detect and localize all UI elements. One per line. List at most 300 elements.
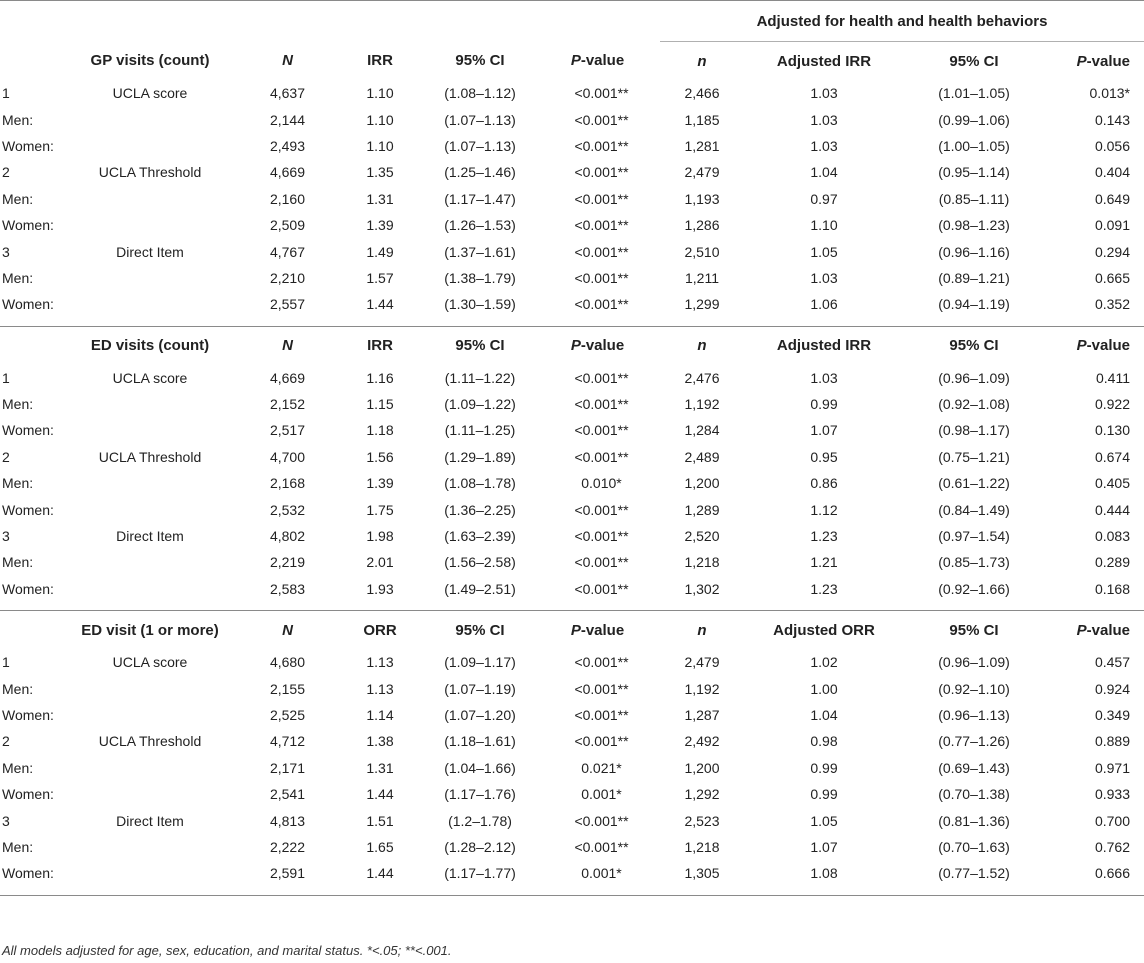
cell-n: 1,292 <box>684 786 720 803</box>
cell-adj-ci: (0.70–1.63) <box>938 838 1010 855</box>
header-ci: 95% CI <box>425 611 535 650</box>
cell-adj-p-value: 0.405 <box>1094 475 1130 492</box>
subgroup-label: Women: <box>2 296 54 313</box>
row-label <box>0 159 60 185</box>
section-header-row <box>0 42 1144 81</box>
model-name: UCLA Threshold <box>98 164 202 181</box>
table-body <box>0 1 1144 896</box>
cell-adj-ci: (0.85–1.11) <box>938 190 1010 207</box>
cell-adj-ratio: 1.10 <box>810 217 838 234</box>
cell-n: 1,218 <box>684 554 720 571</box>
cell-adj-p-value: 0.091 <box>1094 217 1130 234</box>
spacer-cell <box>0 887 60 896</box>
spacer-cell <box>240 318 335 327</box>
model-name: UCLA score <box>112 654 188 671</box>
model-name <box>60 549 240 575</box>
section-spacer <box>0 602 1144 611</box>
cell-ci: (1.26–1.53) <box>444 217 516 234</box>
cell-n: 1,192 <box>684 396 720 413</box>
header-p-value-suffix: -value <box>580 337 625 355</box>
spacer-cell <box>0 602 60 611</box>
header-adj-ratio: Adjusted IRR <box>776 52 872 70</box>
subgroup-label: Women: <box>2 865 54 882</box>
subgroup-label: Men: <box>2 680 34 697</box>
cell-adj-p-value: 0.294 <box>1094 243 1130 260</box>
cell-N: 2,525 <box>269 707 306 723</box>
cell-N: 2,509 <box>269 217 306 234</box>
spacer-cell <box>904 602 1044 611</box>
subgroup-label: Men: <box>2 838 34 855</box>
cell-adj-p-value: 0.411 <box>1096 369 1130 386</box>
cell-adj-p-value: 0.922 <box>1094 396 1130 413</box>
cell-ratio: 1.39 <box>366 217 394 234</box>
header-adj-ci: 95% CI <box>949 52 999 70</box>
cell-adj-p-value: 0.404 <box>1094 164 1130 181</box>
spacer-cell <box>60 887 240 896</box>
table-row <box>0 391 1144 417</box>
cell-ratio: 1.39 <box>366 475 394 492</box>
cell-n: 2,492 <box>684 733 720 750</box>
model-name: UCLA score <box>112 369 188 386</box>
cell-ci: (1.11–1.25) <box>444 422 516 439</box>
subgroup-label: Men: <box>2 475 34 492</box>
cell-adj-p-value: 0.971 <box>1094 759 1130 776</box>
cell-adj-p-value: 0.083 <box>1094 528 1130 545</box>
cell-adj-ratio: 1.03 <box>810 369 838 386</box>
cell-ratio: 1.56 <box>366 448 394 465</box>
cell-ci: (1.38–1.79) <box>444 269 516 286</box>
spacer-cell <box>904 887 1044 896</box>
header-adj-p-value-letter: P <box>1076 52 1087 70</box>
cell-ratio: 1.10 <box>366 85 394 102</box>
cell-adj-ratio: 0.99 <box>810 786 838 803</box>
cell-ci: (1.08–1.12) <box>444 85 516 102</box>
cell-n: 2,510 <box>684 243 720 260</box>
cell-adj-ci: (0.69–1.43) <box>938 759 1010 776</box>
cell-p-value: 0.001* <box>581 865 622 882</box>
model-number: 3 <box>2 528 10 545</box>
header-adj-ci: 95% CI <box>904 326 1044 365</box>
row-label <box>0 728 60 754</box>
cell-N: 2,591 <box>269 865 306 882</box>
table-row <box>0 106 1144 132</box>
model-name <box>60 212 240 238</box>
cell-N: 4,669 <box>269 369 306 386</box>
cell-ci: (1.18–1.61) <box>444 733 516 750</box>
cell-adj-ci: (0.92–1.10) <box>938 680 1010 697</box>
cell-ratio: 1.10 <box>366 111 394 128</box>
cell-adj-p-value: 0.130 <box>1094 422 1130 439</box>
header-adj-p-value-suffix: -value <box>1086 621 1130 639</box>
cell-ratio: 1.57 <box>366 269 394 286</box>
model-name <box>60 702 240 728</box>
row-label <box>0 80 60 106</box>
cell-adj-ci: (0.77–1.26) <box>938 733 1010 750</box>
table-row <box>0 675 1144 701</box>
cell-N: 4,700 <box>269 448 306 465</box>
table-row <box>0 417 1144 443</box>
cell-ci: (1.17–1.77) <box>444 865 516 882</box>
cell-adj-ci: (0.99–1.06) <box>938 111 1010 128</box>
cell-ratio: 1.18 <box>366 422 394 439</box>
cell-adj-p-value: 0.457 <box>1094 654 1130 671</box>
row-label <box>0 807 60 833</box>
cell-adj-ci: (0.96–1.16) <box>938 243 1010 260</box>
header-adj-p-value <box>1044 326 1144 365</box>
cell-ratio: 1.13 <box>366 680 394 697</box>
header-p-value <box>535 326 660 365</box>
table-row <box>0 755 1144 781</box>
cell-ratio: 1.35 <box>366 164 394 181</box>
cell-ci: (1.07–1.13) <box>444 111 516 128</box>
model-number: 3 <box>2 812 10 829</box>
cell-adj-p-value: 0.352 <box>1094 296 1130 313</box>
header-adj-p-value-letter: P <box>1076 337 1087 355</box>
cell-adj-ci: (0.94–1.19) <box>938 296 1010 313</box>
cell-p-value: <0.001** <box>574 838 629 855</box>
subgroup-label: Women: <box>2 786 54 803</box>
header-p-value-letter: P <box>570 337 581 355</box>
row-label <box>0 470 60 496</box>
cell-n: 1,286 <box>684 217 720 234</box>
header-blank <box>0 326 60 365</box>
section-spacer <box>0 887 1144 896</box>
cell-adj-p-value: 0.665 <box>1094 269 1130 286</box>
cell-adj-ratio: 1.05 <box>810 243 838 260</box>
model-name: Direct Item <box>116 812 184 829</box>
spacer-cell <box>240 602 335 611</box>
spacer-cell <box>60 318 240 327</box>
cell-p-value: <0.001** <box>574 269 629 286</box>
cell-ci: (1.56–2.58) <box>444 554 516 571</box>
cell-adj-ratio: 1.08 <box>810 865 838 882</box>
table-row <box>0 496 1144 522</box>
cell-ci: (1.09–1.17) <box>444 654 516 671</box>
header-ci: 95% CI <box>425 326 535 365</box>
row-label <box>0 702 60 728</box>
cell-p-value: <0.001** <box>574 580 629 597</box>
section-header-row <box>0 611 1144 650</box>
cell-adj-p-value: 0.924 <box>1094 680 1130 697</box>
cell-N: 2,171 <box>269 759 306 776</box>
header-adj-p-value-suffix: -value <box>1086 52 1130 70</box>
cell-adj-ci: (0.81–1.36) <box>938 812 1010 829</box>
cell-N: 2,541 <box>269 786 306 803</box>
model-name <box>60 291 240 317</box>
cell-N: 4,802 <box>269 528 306 545</box>
cell-adj-p-value: 0.889 <box>1094 733 1130 750</box>
cell-ratio: 1.51 <box>366 812 394 829</box>
subgroup-label: Men: <box>2 554 34 571</box>
spacer-cell <box>904 318 1044 327</box>
cell-adj-p-value: 0.013* <box>1089 85 1130 102</box>
model-name <box>60 417 240 443</box>
header-n: n <box>697 52 707 70</box>
model-name: Direct Item <box>116 528 184 545</box>
cell-adj-ci: (0.84–1.49) <box>938 501 1010 518</box>
cell-N: 2,168 <box>269 475 306 492</box>
cell-n: 2,479 <box>684 654 720 671</box>
header-n: n <box>660 611 744 650</box>
row-label <box>0 549 60 575</box>
cell-p-value: <0.001** <box>574 85 629 102</box>
cell-adj-p-value: 0.289 <box>1094 554 1130 571</box>
cell-N: 2,155 <box>269 680 306 697</box>
cell-p-value: 0.010* <box>581 475 622 492</box>
spacer-cell <box>660 887 744 896</box>
row-label <box>0 576 60 602</box>
cell-ratio: 1.38 <box>366 733 394 750</box>
cell-N: 4,669 <box>269 164 306 181</box>
header-blank <box>0 42 60 81</box>
model-number: 3 <box>2 243 10 260</box>
spacer-cell <box>744 887 904 896</box>
cell-p-value: <0.001** <box>574 164 629 181</box>
cell-ci: (1.07–1.19) <box>444 680 516 697</box>
cell-adj-ci: (0.98–1.23) <box>938 217 1010 234</box>
model-number: 1 <box>2 85 10 102</box>
spacer-cell <box>0 318 60 327</box>
cell-n: 1,200 <box>684 475 720 492</box>
cell-adj-ci: (0.96–1.09) <box>938 654 1010 671</box>
table-row <box>0 80 1144 106</box>
cell-ratio: 1.16 <box>366 369 394 386</box>
cell-N: 2,583 <box>269 580 306 597</box>
cell-p-value: <0.001** <box>574 243 629 260</box>
cell-N: 2,144 <box>269 111 306 128</box>
table-row <box>0 702 1144 728</box>
subgroup-label: Men: <box>2 759 34 776</box>
row-label <box>0 444 60 470</box>
cell-adj-ci: (0.95–1.14) <box>938 164 1010 181</box>
cell-n: 1,287 <box>684 707 720 723</box>
row-label <box>0 391 60 417</box>
row-label <box>0 755 60 781</box>
cell-n: 1,185 <box>684 111 720 128</box>
cell-p-value: 0.001* <box>581 786 622 803</box>
model-number: 1 <box>2 654 10 671</box>
row-label <box>0 133 60 159</box>
model-name <box>60 860 240 886</box>
cell-ratio: 1.44 <box>366 296 394 313</box>
table-row <box>0 549 1144 575</box>
spacer-cell <box>660 318 744 327</box>
cell-ratio: 1.75 <box>366 501 394 518</box>
row-label <box>0 781 60 807</box>
row-label <box>0 212 60 238</box>
cell-N: 4,767 <box>269 243 306 260</box>
subgroup-label: Men: <box>2 190 34 207</box>
header-ratio: IRR <box>367 52 393 70</box>
cell-adj-ratio: 1.03 <box>810 111 838 128</box>
cell-adj-p-value: 0.143 <box>1094 111 1130 128</box>
row-label <box>0 365 60 391</box>
model-number: 1 <box>2 369 10 386</box>
table-footnote: All models adjusted for age, sex, education, and marital status. *<.05; **<.001. <box>2 943 452 958</box>
table-row <box>0 781 1144 807</box>
cell-ratio: 1.15 <box>366 396 394 413</box>
cell-n: 1,193 <box>684 190 720 207</box>
subgroup-label: Women: <box>2 137 54 154</box>
subgroup-label: Women: <box>2 422 54 439</box>
header-adj-ratio: Adjusted IRR <box>744 326 904 365</box>
spacer-cell <box>335 887 425 896</box>
header-N: N <box>240 611 335 650</box>
row-label <box>0 860 60 886</box>
cell-ratio: 1.14 <box>366 707 394 723</box>
model-name <box>60 781 240 807</box>
table-row <box>0 265 1144 291</box>
header-ci: 95% CI <box>455 52 505 70</box>
model-name <box>60 496 240 522</box>
cell-adj-ci: (0.92–1.66) <box>938 580 1010 597</box>
cell-N: 2,160 <box>269 190 306 207</box>
cell-n: 1,284 <box>684 422 720 439</box>
cell-adj-ci: (0.70–1.38) <box>938 786 1010 803</box>
cell-n: 2,523 <box>684 812 720 829</box>
cell-adj-p-value: 0.933 <box>1094 786 1130 803</box>
cell-ci: (1.36–2.25) <box>444 501 516 518</box>
header-ratio: ORR <box>335 611 425 650</box>
cell-adj-ratio: 1.23 <box>810 580 838 597</box>
cell-n: 1,305 <box>684 865 720 882</box>
section-header-row <box>0 326 1144 365</box>
cell-ci: (1.28–2.12) <box>444 838 516 855</box>
model-name <box>60 133 240 159</box>
cell-adj-p-value: 0.649 <box>1094 190 1130 207</box>
header-p-value-letter: P <box>570 621 581 639</box>
adjusted-header: Adjusted for health and health behaviors <box>660 1 1144 42</box>
model-name <box>60 576 240 602</box>
cell-adj-p-value: 0.762 <box>1094 838 1130 855</box>
spacer-cell <box>425 602 535 611</box>
cell-p-value: <0.001** <box>574 217 629 234</box>
spacer-cell <box>335 318 425 327</box>
cell-p-value: <0.001** <box>574 707 629 723</box>
spacer-cell <box>1044 887 1144 896</box>
cell-adj-p-value: 0.700 <box>1094 812 1130 829</box>
section-spacer <box>0 318 1144 327</box>
header-p-value <box>535 42 660 81</box>
header-N: N <box>282 52 293 70</box>
table-row <box>0 159 1144 185</box>
spacer-cell <box>660 602 744 611</box>
row-label <box>0 265 60 291</box>
spacer-cell <box>744 602 904 611</box>
cell-p-value: <0.001** <box>574 812 629 829</box>
cell-N: 4,680 <box>269 654 306 671</box>
cell-n: 1,302 <box>684 580 720 597</box>
cell-adj-ratio: 0.95 <box>810 448 838 465</box>
cell-n: 2,489 <box>684 448 720 465</box>
cell-ratio: 2.01 <box>366 554 394 571</box>
cell-adj-ci: (0.61–1.22) <box>938 475 1010 492</box>
header-p-value <box>535 611 660 650</box>
model-name: Direct Item <box>116 243 184 260</box>
cell-adj-ci: (0.77–1.52) <box>938 865 1010 882</box>
subgroup-label: Women: <box>2 580 54 597</box>
cell-ratio: 1.13 <box>366 654 394 671</box>
cell-adj-ratio: 1.23 <box>810 528 838 545</box>
cell-n: 2,466 <box>684 85 720 102</box>
cell-ratio: 1.65 <box>366 838 394 855</box>
subgroup-label: Women: <box>2 707 54 723</box>
spacer-cell <box>744 318 904 327</box>
cell-N: 2,219 <box>269 554 306 571</box>
model-name <box>60 470 240 496</box>
header-adj-p-value-suffix: -value <box>1086 337 1130 355</box>
spacer-cell <box>1044 318 1144 327</box>
cell-adj-ratio: 0.99 <box>810 759 838 776</box>
cell-adj-ratio: 1.02 <box>810 654 838 671</box>
cell-adj-p-value: 0.674 <box>1094 448 1130 465</box>
cell-ci: (1.63–2.39) <box>444 528 516 545</box>
header-p-value-letter: P <box>570 52 581 70</box>
spacer-cell <box>335 602 425 611</box>
cell-ci: (1.25–1.46) <box>444 164 516 181</box>
cell-N: 4,712 <box>269 733 306 750</box>
cell-N: 2,557 <box>269 296 306 313</box>
cell-adj-ci: (0.92–1.08) <box>938 396 1010 413</box>
cell-n: 1,192 <box>684 680 720 697</box>
cell-adj-ratio: 1.07 <box>810 422 838 439</box>
cell-ci: (1.49–2.51) <box>444 580 516 597</box>
cell-p-value: <0.001** <box>574 369 629 386</box>
cell-n: 1,299 <box>684 296 720 313</box>
table-row <box>0 728 1144 754</box>
cell-adj-ratio: 1.05 <box>810 812 838 829</box>
cell-n: 1,200 <box>684 759 720 776</box>
table-row <box>0 649 1144 675</box>
header-p-value-suffix: -value <box>580 52 625 70</box>
cell-ratio: 1.31 <box>366 190 394 207</box>
section-title: ED visit (1 or more) <box>60 611 240 650</box>
cell-N: 2,222 <box>269 838 306 855</box>
cell-adj-ratio: 1.00 <box>810 680 838 697</box>
table-row <box>0 212 1144 238</box>
cell-adj-p-value: 0.349 <box>1094 707 1130 723</box>
cell-adj-ratio: 1.03 <box>810 269 838 286</box>
table-row <box>0 834 1144 860</box>
cell-adj-p-value: 0.666 <box>1094 865 1130 882</box>
table-row <box>0 238 1144 264</box>
cell-p-value: <0.001** <box>574 501 629 518</box>
subgroup-label: Women: <box>2 501 54 518</box>
cell-n: 1,281 <box>684 137 720 154</box>
spacer-cell <box>535 887 660 896</box>
cell-N: 2,210 <box>269 269 306 286</box>
cell-adj-ratio: 1.03 <box>810 137 838 154</box>
model-name <box>60 675 240 701</box>
model-number: 2 <box>2 448 10 465</box>
cell-adj-ratio: 0.99 <box>810 396 838 413</box>
row-label <box>0 291 60 317</box>
row-label <box>0 834 60 860</box>
cell-N: 2,532 <box>269 501 306 518</box>
table-row <box>0 576 1144 602</box>
table-row <box>0 365 1144 391</box>
table-row <box>0 133 1144 159</box>
header-blank <box>0 611 60 650</box>
cell-adj-ci: (0.98–1.17) <box>938 422 1010 439</box>
cell-adj-ratio: 1.07 <box>810 838 838 855</box>
cell-ci: (1.09–1.22) <box>444 396 516 413</box>
subgroup-label: Men: <box>2 111 34 128</box>
model-number: 2 <box>2 164 10 181</box>
cell-p-value: 0.021* <box>581 759 622 776</box>
cell-adj-ci: (0.96–1.09) <box>938 369 1010 386</box>
cell-p-value: <0.001** <box>574 680 629 697</box>
